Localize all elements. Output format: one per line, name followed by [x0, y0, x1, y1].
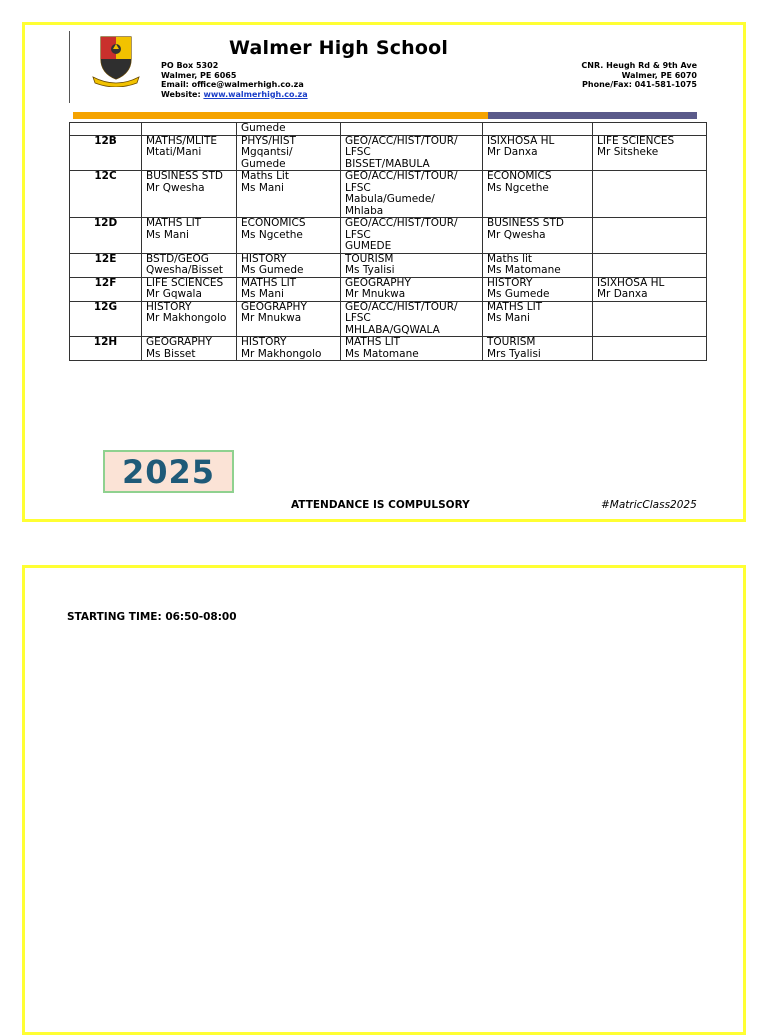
table-cell: [142, 123, 237, 136]
cell-text: LIFE SCIENCES: [146, 276, 224, 289]
po-box: PO Box 5302: [161, 61, 219, 70]
cell-text: HISTORY: [241, 336, 287, 348]
street-address: [581, 61, 697, 90]
letterhead-edge: [69, 31, 72, 103]
cell-text: TOURISM: [345, 252, 394, 265]
cell-text: Ms Mani: [241, 181, 284, 194]
table-cell: [593, 171, 707, 218]
table-row: [70, 218, 707, 254]
cell-text: GEO/ACC/HIST/TOUR/: [345, 300, 458, 313]
cell-text: BUSINESS STD: [146, 170, 223, 182]
class-label: 12H: [70, 337, 142, 361]
cell-text: BISSET/MABULA: [345, 157, 430, 170]
cell-text: Mr Gqwala: [146, 288, 202, 300]
cell-text: MATHS LIT: [487, 300, 543, 313]
cell-text: Gumede: [241, 122, 286, 134]
hashtag: #MatricClass2025: [601, 499, 697, 511]
cell-text: HISTORY: [146, 300, 192, 313]
table-cell: [341, 171, 483, 218]
table-cell: [483, 277, 593, 301]
table-cell: [237, 171, 341, 218]
table-cell: [483, 301, 593, 337]
table-cell: [142, 135, 237, 171]
cell-text: Ms Tyalisi: [345, 264, 395, 276]
cell-text: Maths Lit: [241, 170, 289, 182]
cell-text: Ms Mani: [241, 288, 284, 300]
table-cell: [483, 123, 593, 136]
cell-text: GEO/ACC/HIST/TOUR/: [345, 217, 458, 229]
cell-text: MATHS LIT: [241, 276, 297, 289]
cell-text: GEOGRAPHY: [146, 336, 212, 348]
cell-text: Mr Danxa: [487, 146, 538, 158]
table-cell: [142, 171, 237, 218]
table-cell: [593, 218, 707, 254]
postal-address: [161, 61, 308, 99]
timetable-body: [70, 123, 707, 361]
cell-text: LFSC: [345, 312, 371, 324]
table-cell: [341, 277, 483, 301]
table-cell: [593, 277, 707, 301]
table-row: [70, 301, 707, 337]
table-cell: [483, 135, 593, 171]
email: Email: office@walmerhigh.co.za: [161, 80, 304, 90]
table-cell: [483, 253, 593, 277]
class-label: 12F: [70, 277, 142, 301]
table-cell: [483, 171, 593, 218]
cell-text: Mr Makhongolo: [241, 347, 322, 360]
cell-text: Ms Matomane: [345, 347, 419, 360]
cell-text: Ms Matomane: [487, 264, 561, 276]
cell-text: GEO/ACC/HIST/TOUR/: [345, 134, 458, 147]
cell-text: HISTORY: [241, 252, 287, 265]
table-cell: [237, 301, 341, 337]
table-cell: [142, 253, 237, 277]
cell-text: Mgqantsi/: [241, 146, 293, 158]
table-cell: [237, 337, 341, 361]
cell-text: Gumede: [241, 157, 286, 170]
cell-text: Ms Gumede: [241, 264, 304, 276]
cell-text: MATHS/MLITE: [146, 134, 217, 147]
starting-time: STARTING TIME: 06:50-08:00: [67, 611, 237, 623]
street: CNR. Heugh Rd & 9th Ave: [581, 61, 697, 70]
cell-text: LIFE SCIENCES: [597, 134, 675, 147]
class-label: 12E: [70, 253, 142, 277]
cell-text: Mr Danxa: [597, 288, 648, 300]
cell-text: Mtati/Mani: [146, 146, 202, 158]
table-row: [70, 277, 707, 301]
website-line: [161, 90, 308, 100]
cell-text: MHLABA/GQWALA: [345, 323, 440, 336]
cell-text: Mr Sitsheke: [597, 146, 659, 158]
cell-text: Mrs Tyalisi: [487, 347, 541, 360]
class-label: 12D: [70, 218, 142, 254]
street-city: Walmer, PE 6070: [621, 70, 697, 80]
table-cell: [142, 218, 237, 254]
table-cell: [483, 218, 593, 254]
table-cell: [593, 253, 707, 277]
cell-text: Mabula/Gumede/: [345, 193, 435, 205]
timetable: [69, 122, 707, 361]
table-cell: [593, 337, 707, 361]
table-cell: [593, 123, 707, 136]
table-cell: [142, 337, 237, 361]
cell-text: ECONOMICS: [241, 217, 306, 229]
table-cell: [341, 253, 483, 277]
class-label: 12C: [70, 171, 142, 218]
table-row: [70, 123, 707, 136]
table-cell: [237, 218, 341, 254]
cell-text: MATHS LIT: [345, 336, 401, 348]
cell-text: GUMEDE: [345, 240, 392, 252]
document-page-2: [22, 565, 746, 1035]
attendance-note: ATTENDANCE IS COMPULSORY: [291, 499, 470, 511]
cell-text: ECONOMICS: [487, 170, 552, 182]
table-cell: [237, 123, 341, 136]
table-row: [70, 337, 707, 361]
cell-text: Ms Mani: [487, 312, 530, 324]
cell-text: GEO/ACC/HIST/TOUR/: [345, 170, 458, 182]
table-row: [70, 253, 707, 277]
cell-text: Mr Mnukwa: [241, 312, 302, 324]
letterhead-bar-blue: [488, 112, 697, 119]
cell-text: Mr Qwesha: [487, 228, 546, 241]
table-cell: [142, 277, 237, 301]
class-label: 12G: [70, 301, 142, 337]
table-cell: [483, 337, 593, 361]
website-label: Website:: [161, 89, 204, 99]
cell-text: Ms Ngcethe: [241, 228, 303, 241]
cell-text: ISIXHOSA HL: [487, 134, 555, 147]
cell-text: PHYS/HIST: [241, 134, 296, 147]
cell-text: Mhlaba: [345, 204, 384, 217]
table-row: [70, 171, 707, 218]
cell-text: BSTD/GEOG: [146, 252, 209, 265]
po-city: Walmer, PE 6065: [161, 70, 237, 80]
phone: Phone/Fax: 041-581-1075: [582, 80, 697, 90]
table-cell: [341, 218, 483, 254]
cell-text: Maths lit: [487, 252, 533, 265]
cell-text: Mr Mnukwa: [345, 288, 406, 300]
table-cell: [593, 135, 707, 171]
cell-text: LFSC: [345, 146, 371, 158]
table-cell: [341, 337, 483, 361]
cell-text: Mr Qwesha: [146, 181, 205, 194]
cell-text: BUSINESS STD: [487, 217, 564, 229]
table-cell: [237, 277, 341, 301]
cell-text: Ms Mani: [146, 228, 189, 241]
table-cell: [341, 135, 483, 171]
letterhead-bar-orange: [73, 112, 488, 119]
cell-text: MATHS LIT: [146, 217, 202, 229]
table-cell: [593, 301, 707, 337]
cell-text: Qwesha/Bisset: [146, 264, 224, 276]
cell-text: Ms Gumede: [487, 288, 550, 300]
cell-text: LFSC: [345, 228, 371, 241]
table-cell: [237, 253, 341, 277]
letterhead: [69, 31, 705, 123]
cell-text: HISTORY: [487, 276, 533, 289]
table-cell: [70, 123, 142, 136]
school-crest-icon: [91, 33, 141, 87]
cell-text: GEOGRAPHY: [345, 276, 411, 289]
class-label: 12B: [70, 135, 142, 171]
table-cell: [341, 123, 483, 136]
school-name: Walmer High School: [229, 37, 449, 59]
cell-text: LFSC: [345, 181, 371, 194]
table-cell: [142, 301, 237, 337]
cell-text: Ms Ngcethe: [487, 181, 549, 194]
website-link[interactable]: www.walmerhigh.co.za: [203, 89, 308, 99]
year-badge: 2025: [103, 450, 234, 493]
table-cell: [237, 135, 341, 171]
table-row: [70, 135, 707, 171]
document-page-1: [22, 22, 746, 522]
cell-text: ISIXHOSA HL: [597, 276, 665, 289]
cell-text: GEOGRAPHY: [241, 300, 307, 313]
cell-text: Ms Bisset: [146, 347, 196, 360]
table-cell: [341, 301, 483, 337]
cell-text: TOURISM: [487, 336, 536, 348]
cell-text: Mr Makhongolo: [146, 312, 227, 324]
